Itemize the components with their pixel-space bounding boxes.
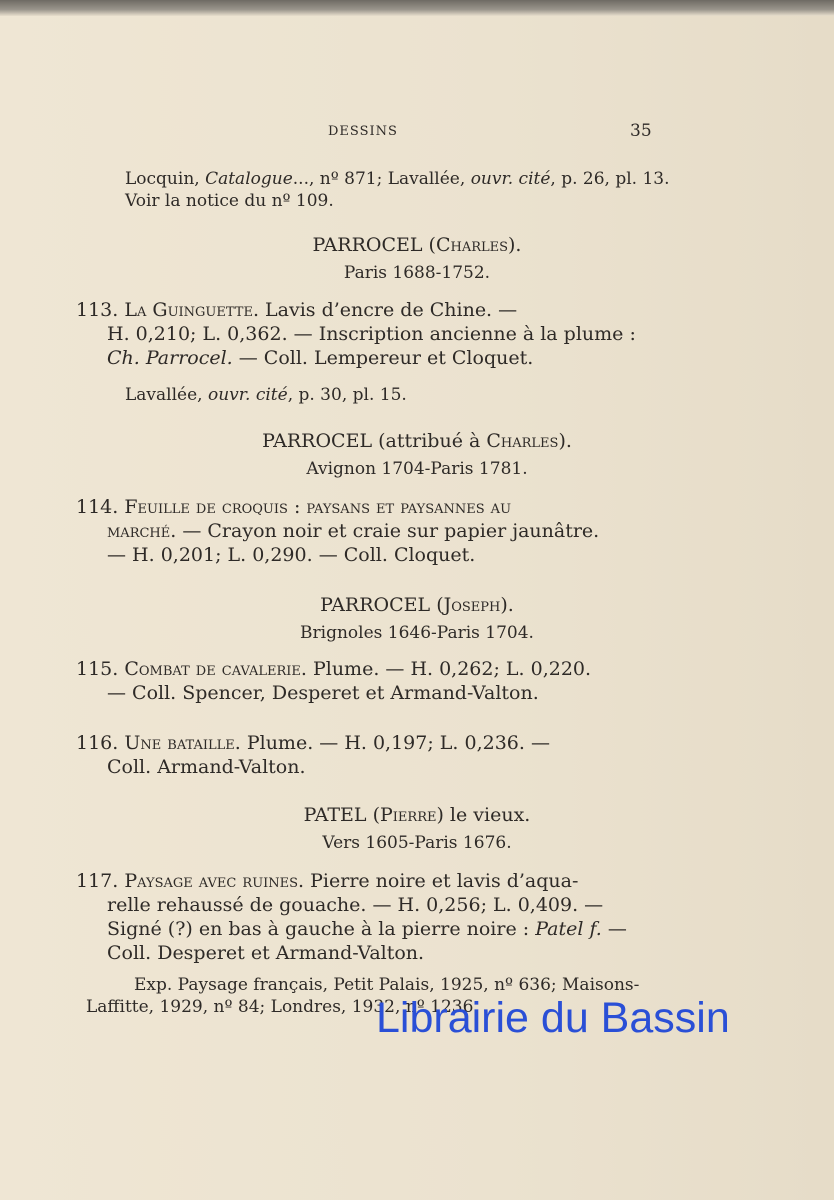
artist-heading-parrocel-charles: PARROCEL (Charles). xyxy=(312,234,522,256)
entry-number: 113. xyxy=(76,299,119,321)
catalogue-entry-113: 113. La Guinguette. Lavis d’encre de Chine. — H. 0,210; L. 0,362. — Inscription ancienne à la plume : Ch. Parrocel. — Coll. Lempereur et Cloquet. xyxy=(76,299,636,369)
intro-reference: Locquin, Catalogue..., nº 871; Lavallée, ouvr. cité, p. 26, pl. 13. Voir la notice du nº 109. xyxy=(125,169,670,211)
page-number: 35 xyxy=(630,121,652,141)
entry-title: Feuille de croquis : paysans et paysannes au xyxy=(124,496,512,518)
catalogue-entry-114: 114. Feuille de croquis : paysans et paysannes au marché. — Crayon noir et craie sur papier jaunâtre. — H. 0,201; L. 0,290. — Coll. Cloquet. xyxy=(76,496,600,566)
entry-number: 115. xyxy=(76,658,119,680)
artist-dates: Avignon 1704-Paris 1781. xyxy=(306,459,528,479)
artist-dates: Vers 1605-Paris 1676. xyxy=(322,833,512,853)
entry-title: La Guinguette. xyxy=(124,299,259,321)
watermark: Librairie du Bassin xyxy=(376,994,730,1042)
page-top-shadow xyxy=(0,0,834,16)
entry-title: Combat de cavalerie. xyxy=(124,658,307,680)
entry-title: Une bataille. xyxy=(124,732,241,754)
catalogue-entry-115: 115. Combat de cavalerie. Plume. — H. 0,262; L. 0,220. — Coll. Spencer, Desperet et Armand-Valton. xyxy=(76,658,592,704)
entry-113-reference: Lavallée, ouvr. cité, p. 30, pl. 15. xyxy=(125,385,407,405)
entry-number: 117. xyxy=(76,870,119,892)
entry-117-reference: Exp. Paysage français, Petit Palais, 1925, nº 636; Maisons- Laffitte, 1929, nº 84; Londres, 1932, nº 1236. xyxy=(86,975,640,1017)
catalogue-entry-116: 116. Une bataille. Plume. — H. 0,197; L. 0,236. — Coll. Armand-Valton. xyxy=(76,732,550,778)
artist-dates: Brignoles 1646-Paris 1704. xyxy=(300,623,534,643)
artist-heading-parrocel-joseph: PARROCEL (Joseph). xyxy=(320,594,514,616)
entry-title: Paysage avec ruines. xyxy=(124,870,305,892)
artist-heading-patel: PATEL (Pierre) le vieux. xyxy=(303,804,531,826)
entry-number: 116. xyxy=(76,732,119,754)
artist-heading-parrocel-attribue: PARROCEL (attribué à Charles). xyxy=(262,430,572,452)
artist-dates: Paris 1688-1752. xyxy=(343,263,491,283)
catalogue-entry-117: 117. Paysage avec ruines. Pierre noire et lavis d’aqua- relle rehaussé de gouache. — H. 0,256; L. 0,409. — Signé (?) en bas à gauche à la pierre noire : Patel f. — Coll. Desperet et Armand-Valton. xyxy=(76,870,627,964)
entry-number: 114. xyxy=(76,496,119,518)
running-header: DESSINS xyxy=(328,124,398,139)
